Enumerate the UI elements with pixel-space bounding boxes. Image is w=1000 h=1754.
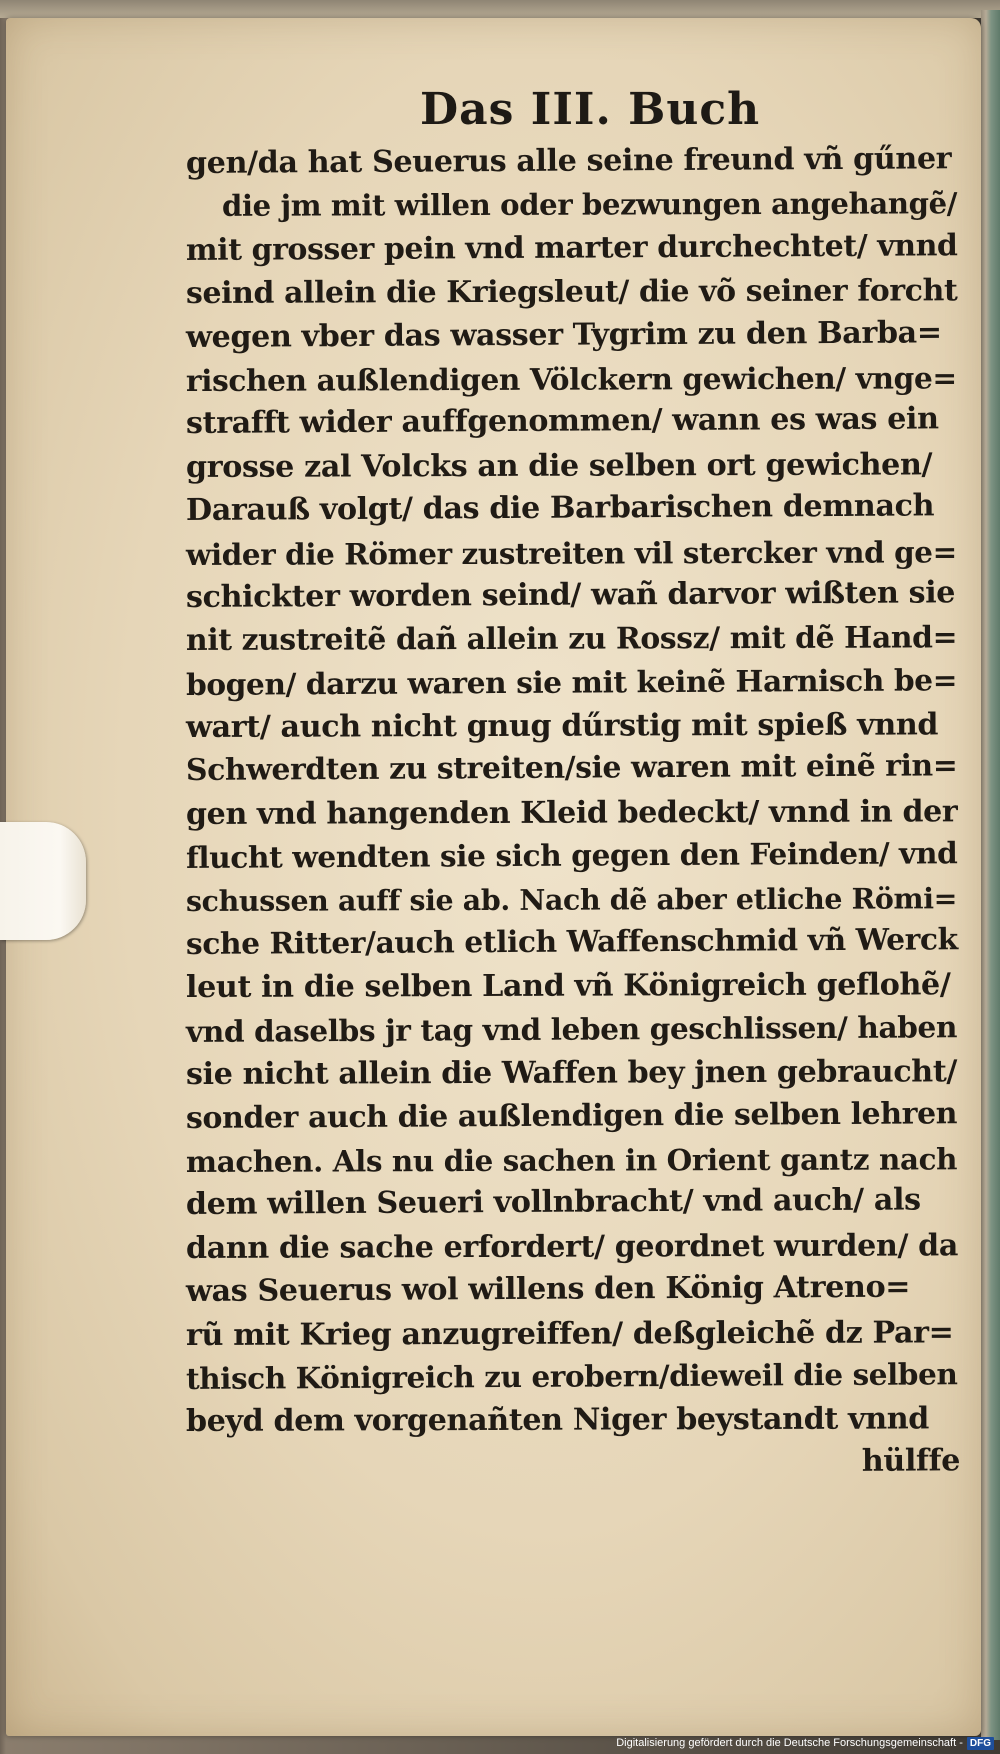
text-line: bogen/ darzu waren sie mit keinẽ Harnisch be=: [185, 661, 958, 702]
page-body-text: [186, 142, 966, 1487]
text-line: schickter worden seind/ wañ darvor wißten sie: [185, 575, 956, 615]
text-line: die jm mit willen oder bezwungen angehangẽ/: [221, 186, 958, 224]
page-top-strip: [0, 0, 1000, 18]
catchword: hülffe: [861, 1442, 961, 1479]
text-line: sie nicht allein die Waffen bey jnen gebraucht/: [185, 1054, 958, 1093]
text-line: leut in die selben Land vñ Königreich geflohẽ/: [185, 967, 951, 1006]
text-line: dem willen Seueri vollnbracht/ vnd auch/ als: [185, 1182, 921, 1223]
text-line: wart/ auch nicht gnug dűrstig mit spieß vnnd: [185, 707, 939, 746]
credit-text: Digitalisierung gefördert durch die Deutsche Forschungsgemeinschaft -: [616, 1737, 963, 1749]
text-line: gen vnd hangenden Kleid bedeckt/ vnnd in der: [185, 794, 958, 832]
text-line: Darauß volgt/ das die Barbarischen demnach: [185, 488, 935, 529]
text-line: machen. Als nu die sachen in Orient gantz nach: [185, 1141, 958, 1179]
text-line: schussen auff sie ab. Nach dẽ aber etliche Römi=: [185, 880, 958, 918]
text-line: was Seuerus wol willens den König Atreno=: [185, 1269, 911, 1310]
running-head: Das III. Buch: [420, 84, 761, 135]
text-line: rischen außlendigen Völckern gewichen/ vnge=: [185, 360, 957, 398]
text-line: grosse zal Volcks an die selben ort gewichen/: [185, 447, 933, 485]
text-line: flucht wendten sie sich gegen den Feinden/ vnd: [185, 835, 958, 876]
text-line: strafft wider auffgenommen/ wann es was ein: [185, 401, 939, 442]
text-line: rũ mit Krieg anzugreiffen/ deßgleichẽ dz Par=: [185, 1314, 954, 1353]
text-line: thisch Königreich zu erobern/dieweil die selben: [185, 1356, 958, 1396]
text-line: dann die sache erfordert/ geordnet wurden/ da: [185, 1228, 959, 1266]
text-line: gen/da hat Seuerus alle seine freund vñ gűner: [185, 141, 952, 181]
text-line: beyd dem vorgenañten Niger beystandt vnnd: [185, 1401, 930, 1440]
text-line: wegen vber das wasser Tygrim zu den Barba=: [185, 314, 942, 355]
text-line: nit zustreitẽ dañ allein zu Rossz/ mit dẽ Hand=: [185, 620, 958, 659]
dfg-logo-icon: DFG: [967, 1737, 994, 1750]
text-line: Schwerdten zu streiten/sie waren mit einẽ rin=: [185, 748, 958, 789]
page-edge-right: [981, 10, 1000, 1740]
text-line: wider die Römer zustreiten vil stercker vnd ge=: [185, 533, 957, 572]
text-line: vnd daselbs jr tag vnd leben geschlissen/ haben: [185, 1009, 958, 1049]
text-line: sche Ritter/auch etlich Waffenschmid vñ Werck: [185, 922, 958, 963]
text-line: mit grosser pein vnd marter durchechtet/ vnnd: [185, 228, 958, 268]
digitization-credit: [616, 1735, 994, 1751]
paper-bookmark: [0, 822, 86, 940]
text-line: sonder auch die außlendigen die selben lehren: [185, 1095, 958, 1136]
text-line: seind allein die Kriegsleut/ die võ seiner forcht: [185, 273, 958, 312]
